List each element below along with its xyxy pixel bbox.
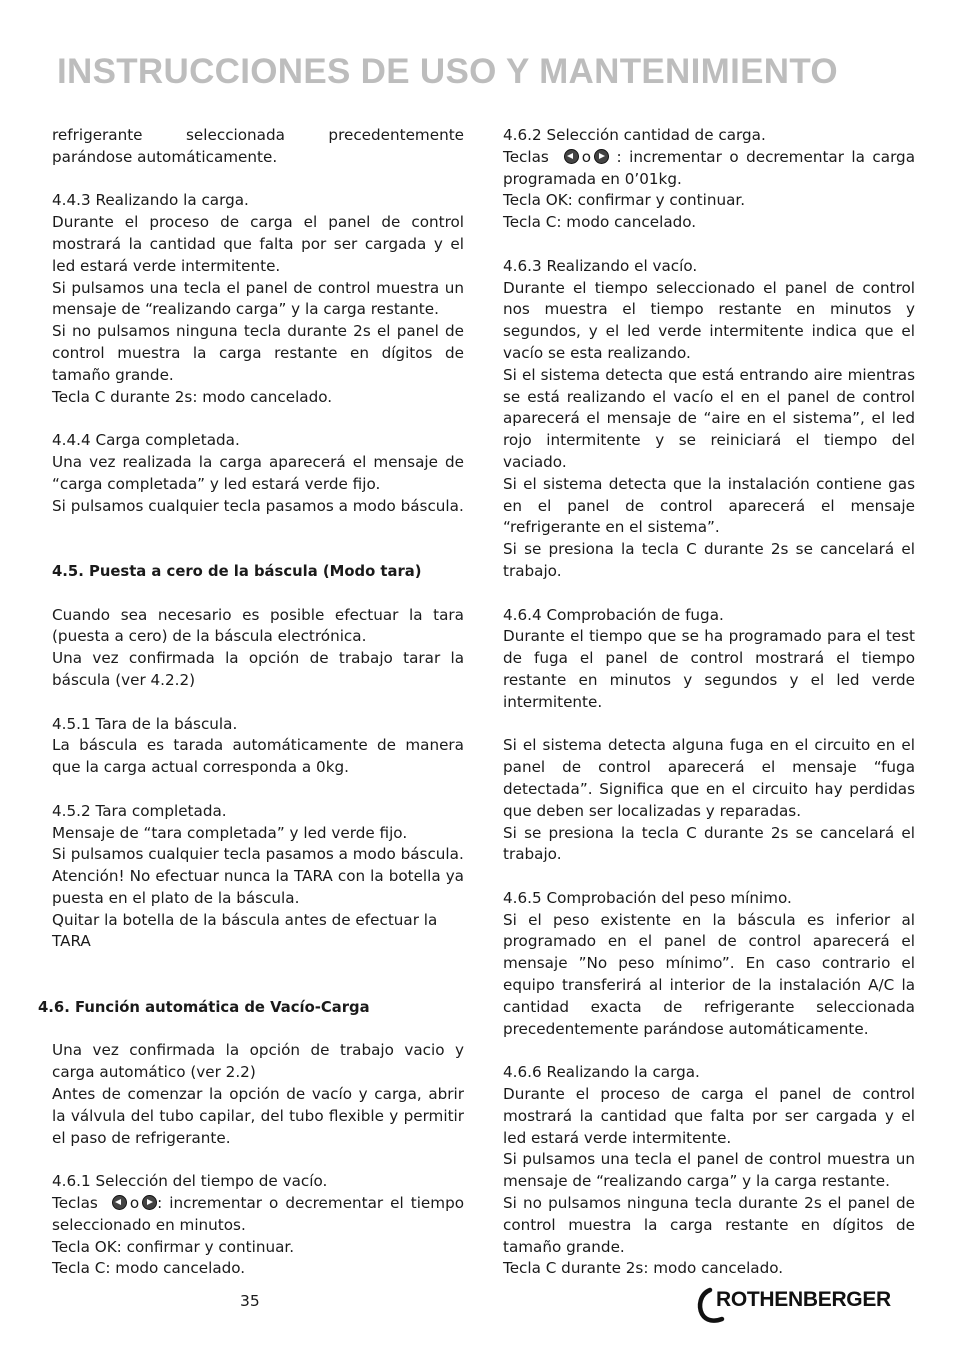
paragraph: Si pulsamos cualquier tecla pasamos a modo báscula. xyxy=(52,496,464,515)
keys-or: o xyxy=(581,147,592,166)
paragraph: Tecla OK: confirmar y continuar. xyxy=(52,1237,295,1256)
keys-description: : incrementar o decrementar el tiempo seleccionado en minutos. xyxy=(52,1194,465,1234)
paragraph: Si no pulsamos ninguna tecla durante 2s el panel de control muestra la carga restante en dígitos de tamaño grande. xyxy=(52,322,464,384)
paragraph: Tecla C durante 2s: modo cancelado. xyxy=(52,387,333,406)
paragraph: Antes de comenzar la opción de vacío y carga, abrir la válvula del tubo capilar, del tubo flexible y permitir el paso de refrigerante. xyxy=(52,1085,464,1147)
paragraph: Durante el proceso de carga el panel de control mostrará la cantidad que falta por ser cargada y el led estará verde intermitente. xyxy=(52,213,464,275)
paragraph: Mensaje de “tara completada” y led verde fijo. xyxy=(52,823,408,842)
right-arrow-key-icon xyxy=(142,1195,157,1210)
paragraph: Si se presiona la tecla C durante 2s se cancelará el trabajo. xyxy=(503,823,915,864)
section-heading: 4.6. Función automática de Vacío-Carga xyxy=(38,998,370,1016)
subsection-title: 4.4.3 Realizando la carga. xyxy=(52,191,249,210)
left-arrow-key-icon xyxy=(564,149,579,164)
page-title: INSTRUCCIONES DE USO Y MANTENIMIENTO xyxy=(57,52,838,91)
subsection-title: 4.5.1 Tara de la báscula. xyxy=(52,714,238,733)
paragraph: Tecla C: modo cancelado. xyxy=(52,1259,246,1278)
subsection-title: 4.4.4 Carga completada. xyxy=(52,431,240,450)
rothenberger-logo xyxy=(694,1286,916,1324)
keys-label: Teclas xyxy=(52,1194,98,1213)
right-column xyxy=(503,125,915,1280)
paragraph: Tecla OK: confirmar y continuar. xyxy=(503,191,746,210)
paragraph: Una vez realizada la carga aparecerá el mensaje de “carga completada” y led estará verde fijo. xyxy=(52,452,464,493)
subsection-title: 4.6.1 Selección del tiempo de vacío. xyxy=(52,1172,328,1191)
paragraph: Si pulsamos cualquier tecla pasamos a modo báscula. xyxy=(52,845,464,864)
paragraph: Quitar la botella de la báscula antes de efectuar la TARA xyxy=(52,910,438,951)
paragraph: Tecla C: modo cancelado. xyxy=(503,213,697,232)
subsection-title: 4.6.4 Comprobación de fuga. xyxy=(503,605,724,624)
right-arrow-key-icon xyxy=(594,149,609,164)
paragraph: Si el sistema detecta alguna fuga en el circuito en el panel de control aparecerá el mensaje “fuga detectada”. Significa que en el circuito hay perdidas que deben ser localizadas y reparadas. xyxy=(503,736,915,820)
keys-paragraph xyxy=(503,147,915,191)
keys-paragraph xyxy=(52,1193,464,1237)
keys-description: : incrementar o decrementar la carga programada en 0’01kg. xyxy=(503,147,916,188)
paragraph: Durante el proceso de carga el panel de control mostrará la cantidad que falta por ser cargada y el led estará verde intermitente. xyxy=(503,1085,915,1147)
paragraph: Si no pulsamos ninguna tecla durante 2s el panel de control muestra la carga restante en dígitos de tamaño grande. xyxy=(503,1194,915,1256)
paragraph: Durante el tiempo que se ha programado para el test de fuga el panel de control mostrará el tiempo restante en minutos y segundos y el led verde intermitente. xyxy=(503,627,915,711)
paragraph: Cuando sea necesario es posible efectuar la tara (puesta a cero) de la báscula electrónica. xyxy=(52,605,464,646)
paragraph: La báscula es tarada automáticamente de manera que la carga actual corresponda a 0kg. xyxy=(52,736,464,777)
page-number: 35 xyxy=(240,1292,260,1310)
paragraph: Si el sistema detecta que está entrando aire mientras se está realizando el vacío el en el panel de control aparecerá el mensaje de “aire en el sistema”, el led rojo intermitente y se reiniciará el tiempo del vaciado. xyxy=(503,365,915,471)
keys-label: Teclas xyxy=(503,147,549,166)
keys-or: o xyxy=(129,1194,140,1213)
paragraph: Una vez confirmada la opción de trabajo vacio y carga automático (ver 2.2) xyxy=(52,1041,464,1082)
left-arrow-key-icon xyxy=(112,1195,127,1210)
paragraph: Tecla C durante 2s: modo cancelado. xyxy=(503,1259,784,1278)
paragraph: Atención! No efectuar nunca la TARA con la botella ya puesta en el plato de la báscula. xyxy=(52,867,464,907)
paragraph: Si el sistema detecta que la instalación contiene gas en el panel de control aparecerá el mensaje “refrigerante en el sistema”. xyxy=(503,474,915,537)
left-column xyxy=(38,125,465,1280)
paragraph: Si pulsamos una tecla el panel de control muestra un mensaje de “realizando carga” y la carga restante. xyxy=(503,1150,915,1191)
paragraph: Si se presiona la tecla C durante 2s se cancelará el trabajo. xyxy=(503,540,915,580)
section-heading: 4.5. Puesta a cero de la báscula (Modo tara) xyxy=(52,562,422,580)
subsection-title: 4.6.6 Realizando la carga. xyxy=(503,1063,700,1082)
paragraph: Si el peso existente en la báscula es inferior al programado en el panel de control aparecerá el mensaje ”No peso mínimo”. En caso contrario el equipo transferirá al interior de la instalación A/C la cantidad exacta de refrigerante seleccionada precedentemente parándose automáticamente. xyxy=(503,910,915,1038)
paragraph: Una vez confirmada la opción de trabajo tarar la báscula (ver 4.2.2) xyxy=(52,649,464,689)
paragraph: Durante el tiempo seleccionado el panel de control nos muestra el tiempo restante en minutos y segundos, y el led verde intermitente indica que el vacío se esta realizando. xyxy=(503,278,915,362)
paragraph: refrigerante seleccionada precedentemente parándose automáticamente. xyxy=(52,126,464,166)
logo-text: ROTHENBERGER xyxy=(716,1288,891,1311)
subsection-title: 4.6.5 Comprobación del peso mínimo. xyxy=(503,888,792,907)
paragraph: Si pulsamos una tecla el panel de control muestra un mensaje de “realizando carga” y la carga restante. xyxy=(52,278,464,319)
subsection-title: 4.6.3 Realizando el vacío. xyxy=(503,256,698,275)
subsection-title: 4.5.2 Tara completada. xyxy=(52,801,227,820)
subsection-title: 4.6.2 Selección cantidad de carga. xyxy=(503,126,766,144)
